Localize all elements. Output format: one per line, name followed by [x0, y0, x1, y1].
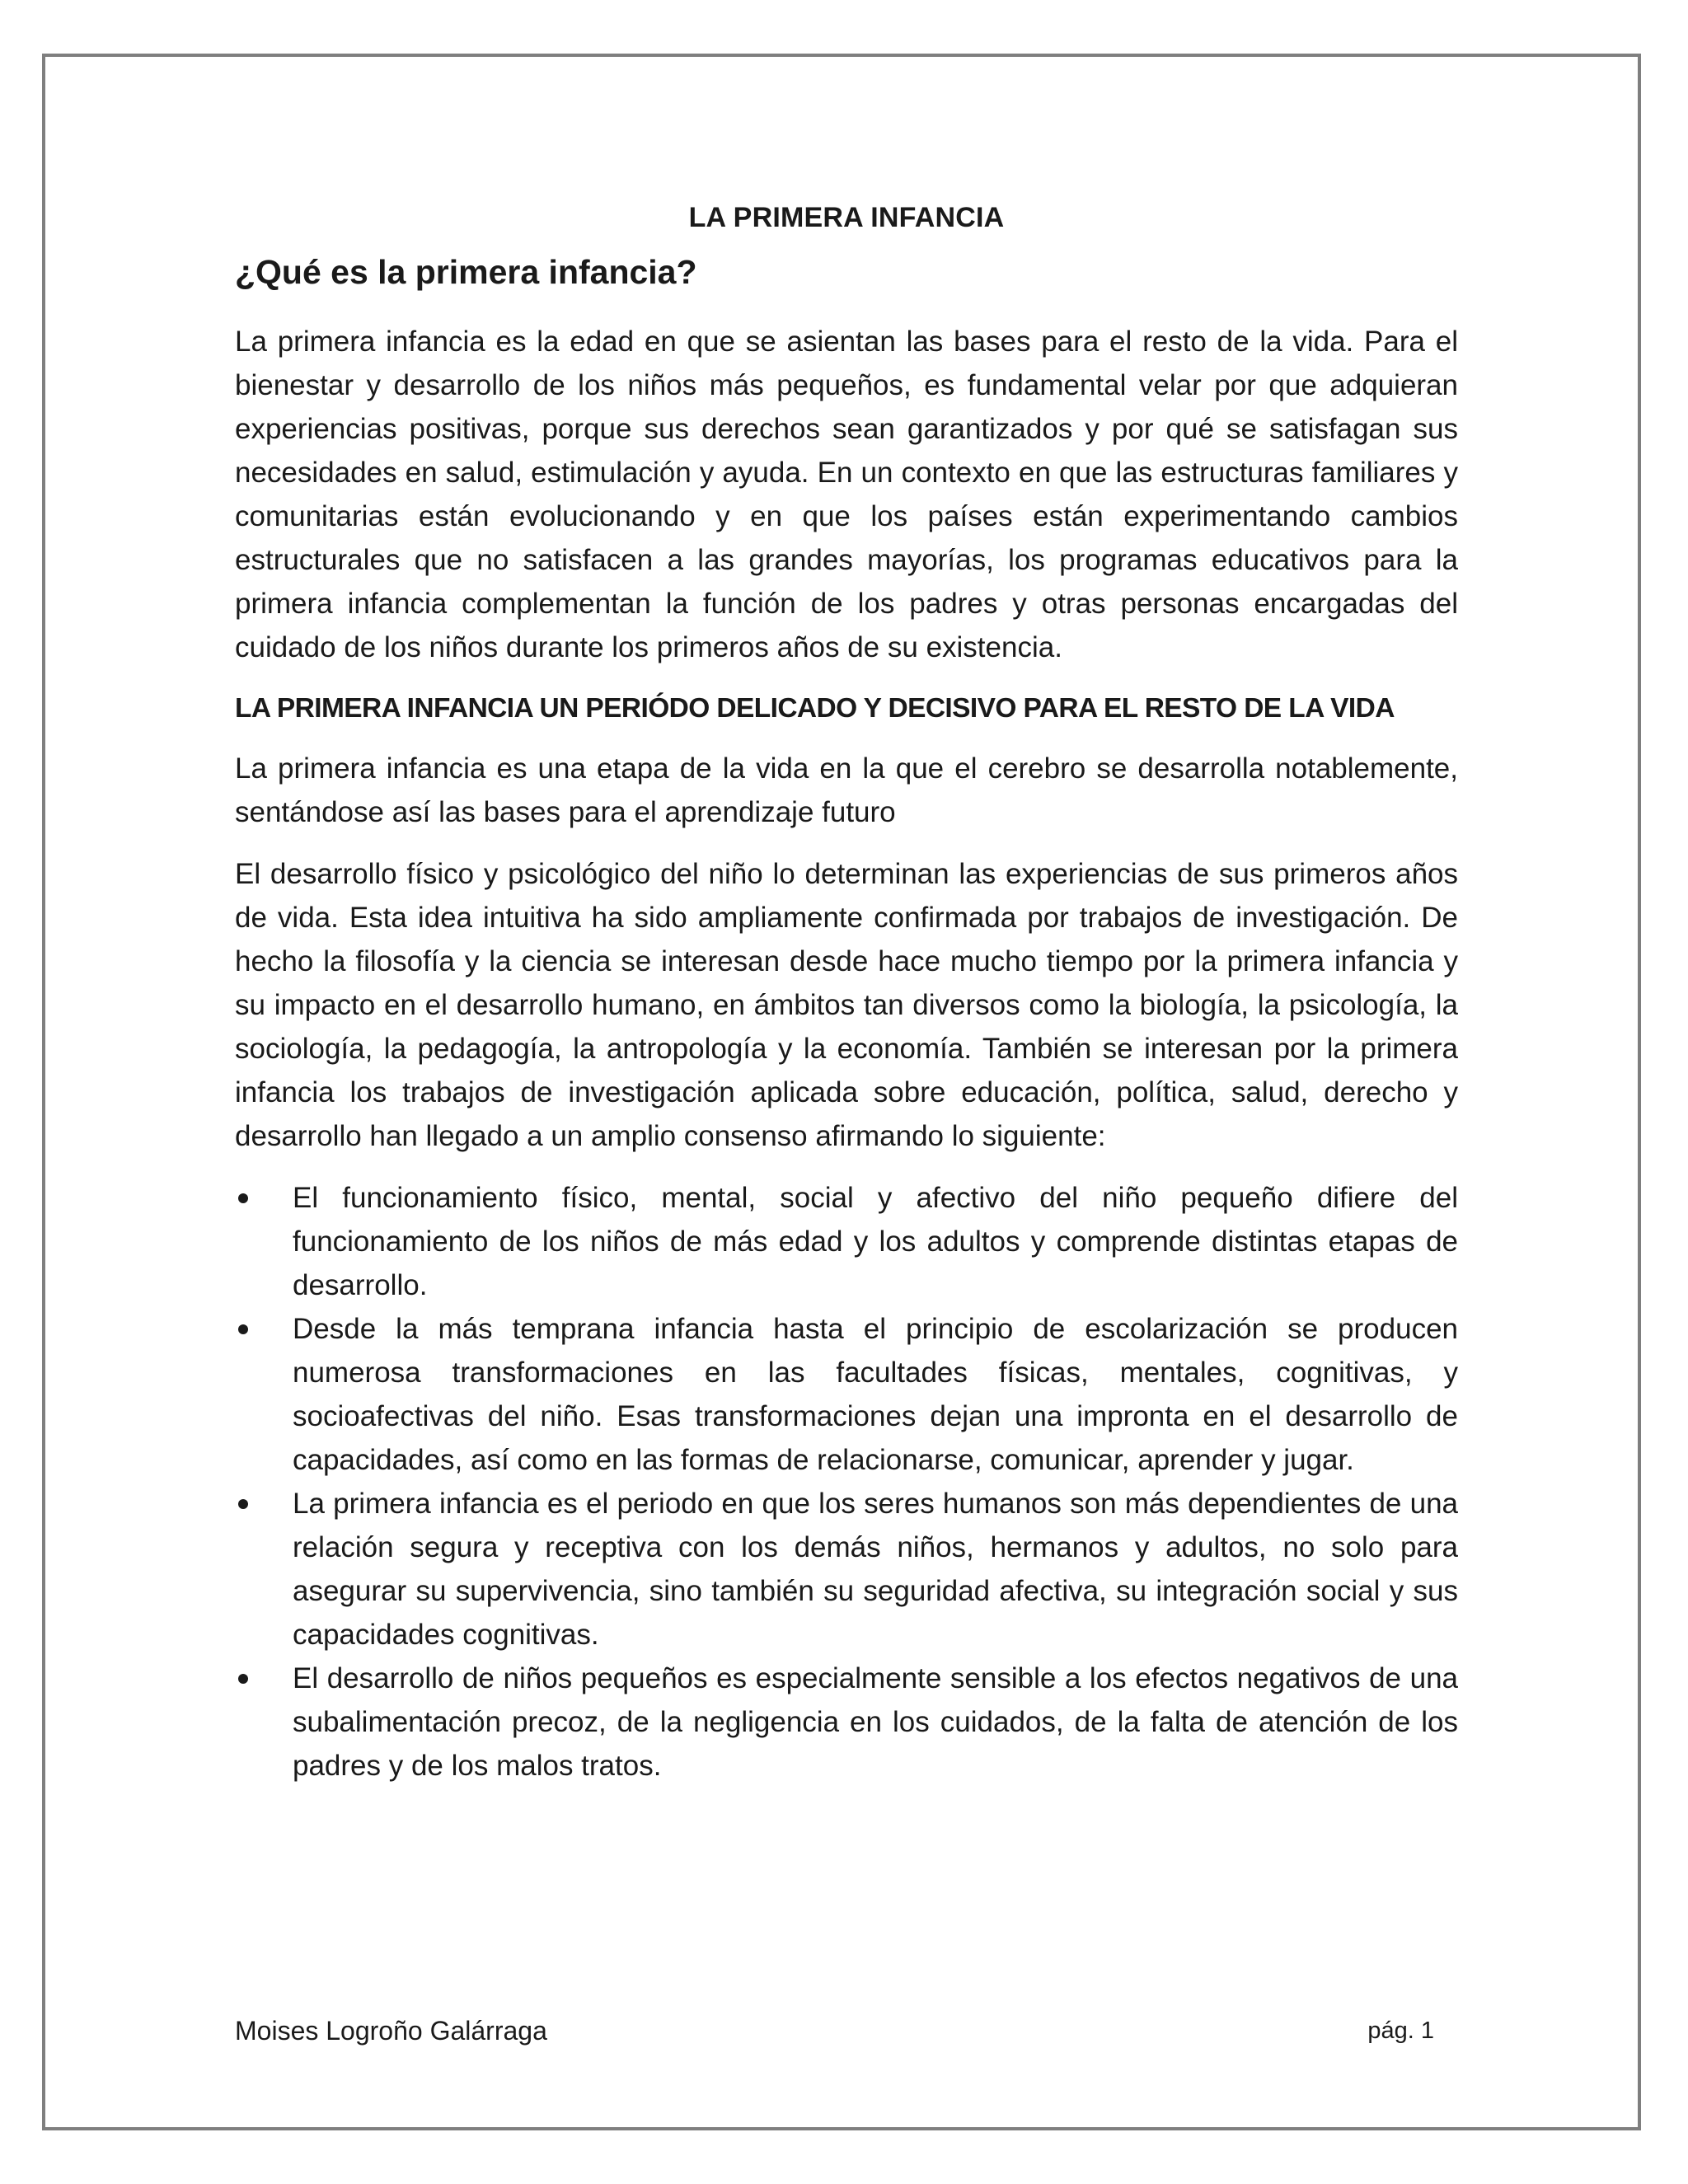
list-item-text: El desarrollo de niños pequeños es especialmente sensible a los efectos negativos de una subalimentación precoz, de la negligencia en los cuidados, de la falta de atención de los padres y de los malos tratos.: [293, 1662, 1458, 1782]
bullet-list: [235, 1176, 1458, 1788]
list-item-text: Desde la más temprana infancia hasta el principio de escolarización se producen numerosa transformaciones en las facultades físicas, mentales, cognitivas, y socioafectivas del niño. Esas transformaciones dejan una impronta en el desarrollo de capacidades, así como en las formas de relacionarse, comunicar, aprender y jugar.: [293, 1313, 1458, 1476]
section-paragraph-2: El desarrollo físico y psicológico del niño lo determinan las experiencias de sus primeros años de vida. Esta idea intuitiva ha sido ampliamente confirmada por trabajos de investigación. De hecho la filosofía y la ciencia se interesan desde hace mucho tiempo por la primera infancia y su impacto en el desarrollo humano, en ámbitos tan diversos como la biología, la psicología, la sociología, la pedagogía, la antropología y la economía. También se interesan por la primera infancia los trabajos de investigación aplicada sobre educación, política, salud, derecho y desarrollo han llegado a un amplio consenso afirmando lo siguiente:: [235, 858, 1458, 1152]
list-item-text: La primera infancia es el periodo en que los seres humanos son más dependientes de una relación segura y receptiva con los demás niños, hermanos y adultos, no solo para asegurar su supervivencia, sino también su seguridad afectiva, su integración social y sus capacidades cognitivas.: [293, 1488, 1458, 1651]
bullet-icon: [238, 1674, 248, 1684]
list-item: [235, 1307, 1458, 1482]
bullet-icon: [238, 1499, 248, 1509]
bullet-icon: [238, 1324, 248, 1334]
footer-author: Moises Logroño Galárraga: [235, 2016, 547, 2046]
list-item: [235, 1482, 1458, 1657]
page-number: pág. 1: [1367, 2018, 1434, 2044]
bullet-icon: [238, 1193, 248, 1203]
intro-paragraph: La primera infancia es la edad en que se asientan las bases para el resto de la vida. Para el bienestar y desarrollo de los niños más pequeños, es fundamental velar por que adquieran experiencias positivas, porque sus derechos sean garantizados y por qué se satisfagan sus necesidades en salud, estimulación y ayuda. En un contexto en que las estructuras familiares y comunitarias están evolucionando y en que los países están experimentando cambios estructurales que no satisfacen a las grandes mayorías, los programas educativos para la primera infancia complementan la función de los padres y otras personas encargadas del cuidado de los niños durante los primeros años de su existencia.: [235, 326, 1458, 663]
section-heading: LA PRIMERA INFANCIA UN PERIÓDO DELICADO Y DECISIVO PARA EL RESTO DE LA VIDA: [235, 693, 1395, 724]
list-item: [235, 1657, 1458, 1788]
question-heading: ¿Qué es la primera infancia?: [235, 253, 697, 291]
section-paragraph-1: La primera infancia es una etapa de la vida en la que el cerebro se desarrolla notablemente, sentándose así las bases para el aprendizaje futuro: [235, 752, 1458, 828]
list-item-text: El funcionamiento físico, mental, social y afectivo del niño pequeño difiere del funcionamiento de los niños de más edad y los adultos y comprende distintas etapas de desarrollo.: [293, 1182, 1458, 1301]
document-body: [235, 196, 1458, 1788]
list-item: [235, 1176, 1458, 1307]
document-title: LA PRIMERA INFANCIA: [688, 202, 1005, 233]
